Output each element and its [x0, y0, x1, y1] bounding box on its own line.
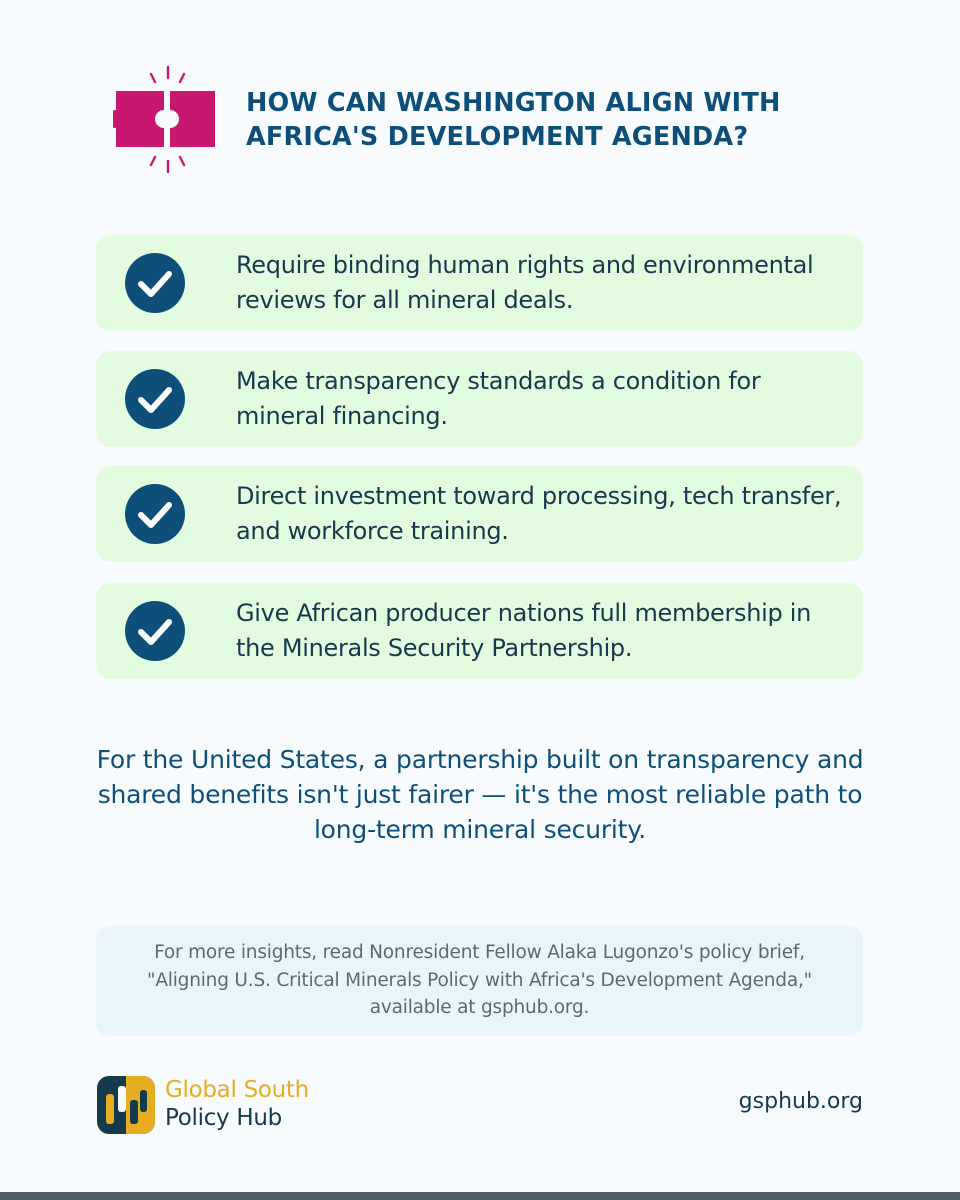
checkmark-circle-icon [124, 600, 186, 662]
recommendation-text: Direct investment toward processing, tech transfer, and workforce training. [236, 482, 842, 545]
further-reading-note [96, 926, 863, 1036]
brand-name-line2: Policy Hub [165, 1105, 282, 1131]
recommendation-card [96, 351, 863, 447]
summary-statement: For the United States, a partnership built on transparency and shared benefits isn't just fairer — it's the most reliable path to long-term mineral security. [96, 745, 864, 844]
recommendation-card [96, 466, 863, 562]
recommendation-text: Give African producer nations full membership in the Minerals Security Partnership. [236, 599, 812, 662]
checkmark-circle-icon [124, 483, 186, 545]
recommendation-text: Require binding human rights and environmental reviews for all mineral deals. [236, 251, 814, 314]
bottom-bar [0, 1192, 960, 1200]
brand-name-line1: Global South [165, 1077, 309, 1103]
header [113, 66, 873, 176]
recommendation-card [96, 583, 863, 679]
recommendation-text: Make transparency standards a condition for mineral financing. [236, 367, 761, 430]
global-south-policy-hub-logo-icon [97, 1076, 155, 1134]
checkmark-circle-icon [124, 368, 186, 430]
recommendation-card [96, 235, 863, 331]
checkmark-circle-icon [124, 252, 186, 314]
note-text: For more insights, read Nonresident Fellow Alaka Lugonzo's policy brief, "Aligning U.S. Critical Minerals Policy with Africa's Development Agenda," available at gsphub.org. [147, 942, 812, 1018]
puzzle-pieces-icon [113, 66, 223, 174]
page-title: HOW CAN WASHINGTON ALIGN WITH AFRICA'S DEVELOPMENT AGENDA? [246, 88, 781, 152]
website-url[interactable]: gsphub.org [738, 1089, 863, 1114]
